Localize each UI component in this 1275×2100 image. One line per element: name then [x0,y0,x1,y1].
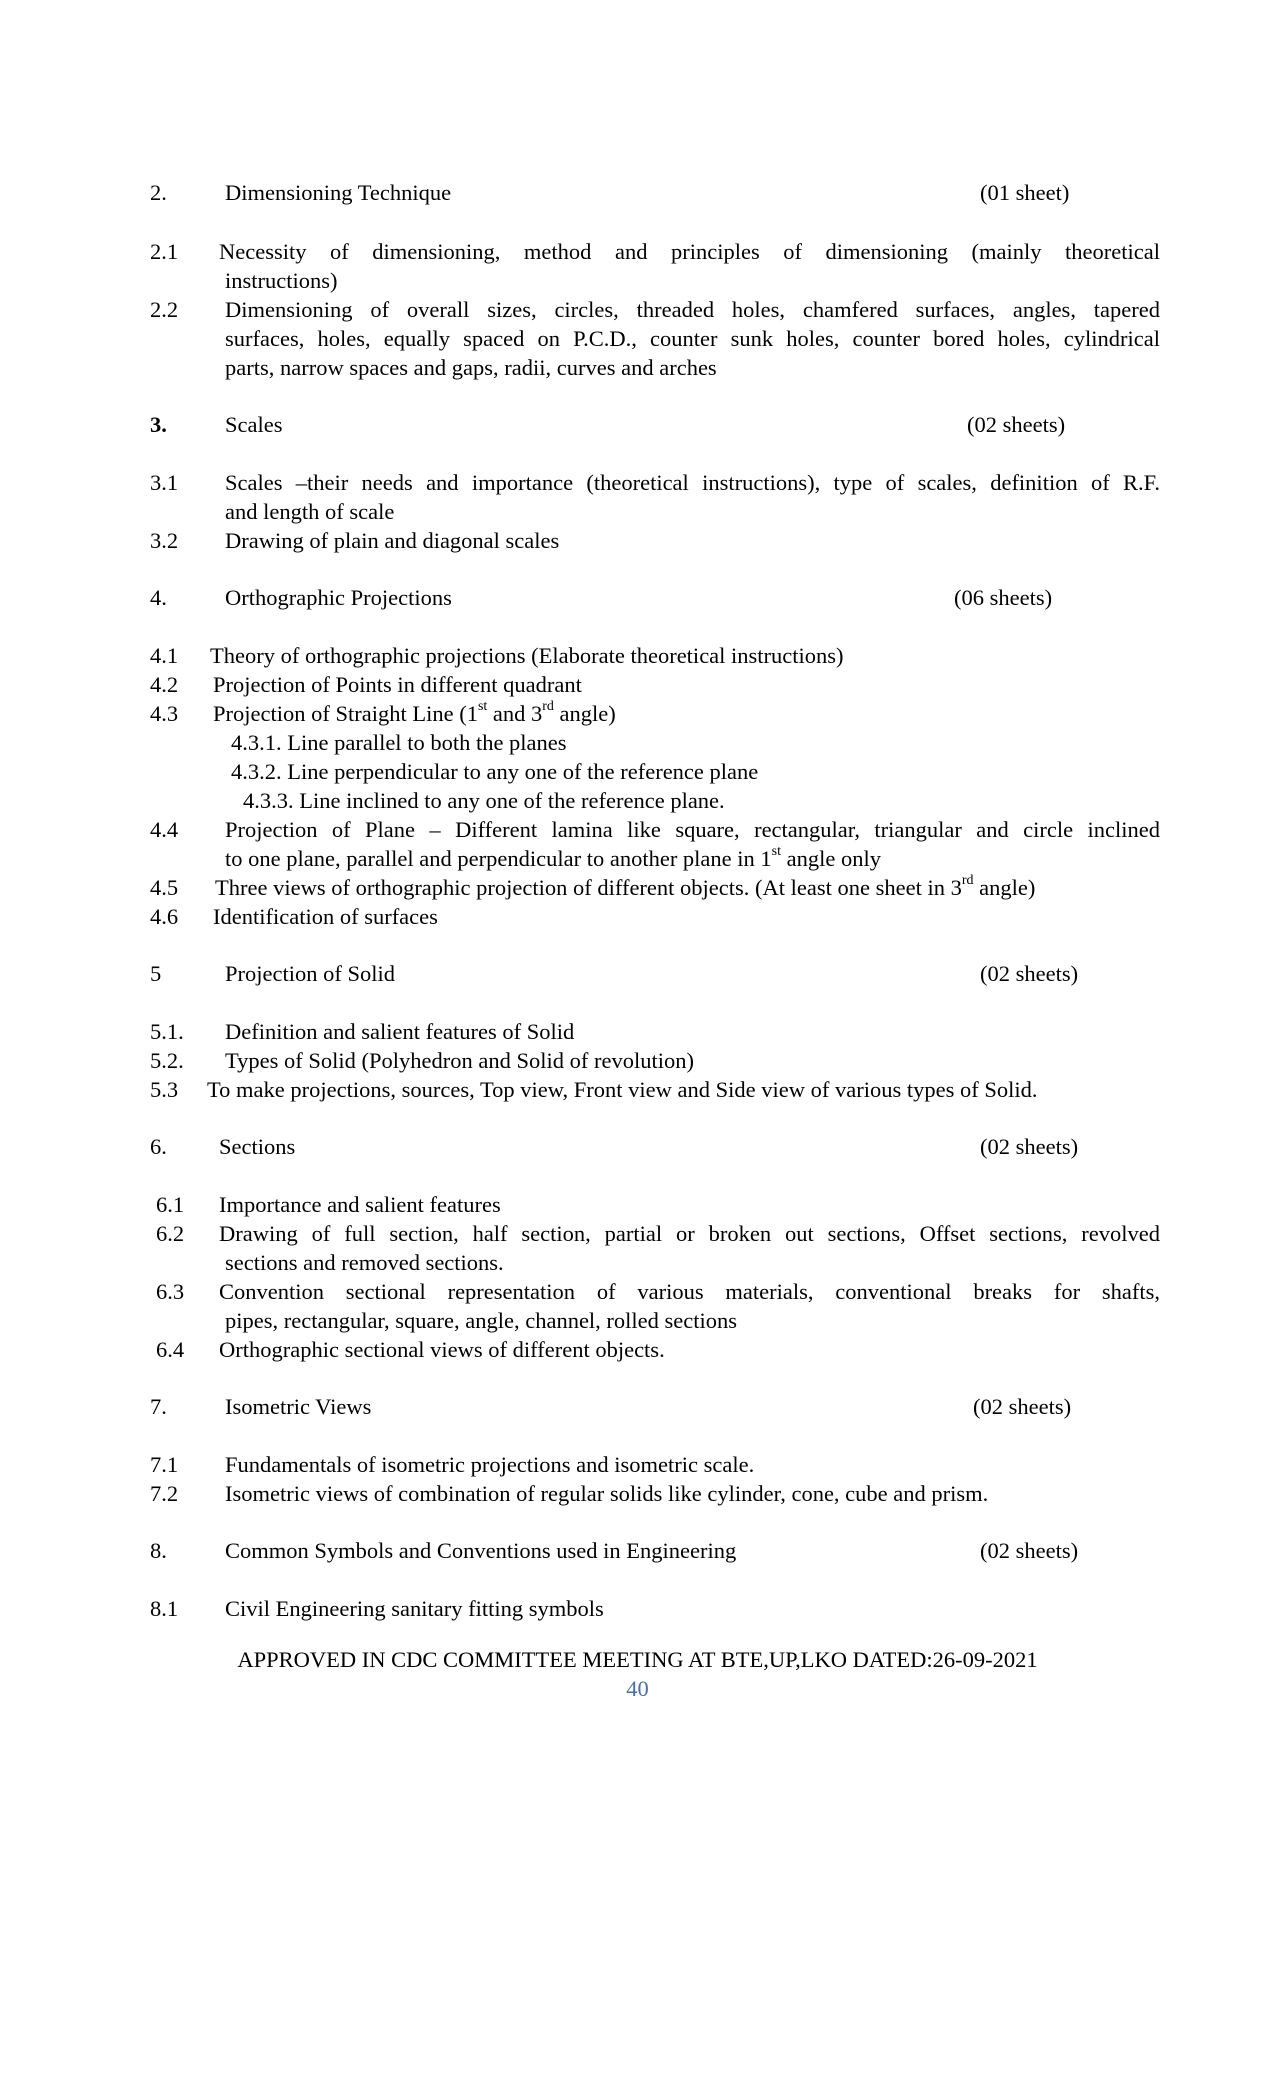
item-number: 7.2 [150,1481,179,1506]
section-title: Dimensioning Technique [225,180,452,205]
item-text-cont: to one plane, parallel and perpendicular to another plane in 1st angle only [225,844,881,871]
item-text: Isometric views of combination of regular solids like cylinder, cone, cube and prism. [225,1481,989,1506]
item-number: 2.2 [150,297,179,322]
item-number: 4.3 [150,701,179,726]
item-number: 4.1 [150,643,179,668]
approval-footer: APPROVED IN CDC COMMITTEE MEETING AT BTE,UP,LKO DATED:26-09-2021 [237,1647,1038,1672]
item-text: Types of Solid (Polyhedron and Solid of revolution) [225,1048,695,1073]
item-text: Civil Engineering sanitary fitting symbols [225,1596,604,1621]
section-sheets: (02 sheets) [980,1538,1079,1563]
item-text-cont: instructions) [225,268,338,293]
item-text: Fundamentals of isometric projections and isometric scale. [225,1452,755,1477]
item-text: Three views of orthographic projection of different objects. (At least one sheet in 3rd angle) [215,873,1036,900]
item-text: Drawing of full section, half section, partial or broken out sections, Offset sections, revolved [219,1221,1160,1246]
item-text: Definition and salient features of Solid [225,1019,575,1044]
item-number: 8.1 [150,1596,179,1621]
section-sheets: (06 sheets) [954,585,1053,610]
item-text: Importance and salient features [219,1192,501,1217]
item-text: Scales –their needs and importance (theoretical instructions), type of scales, definition of R.F. [225,470,1160,495]
item-text: Necessity of dimensioning, method and principles of dimensioning (mainly theoretical [219,239,1160,264]
item-number: 4.6 [150,904,179,929]
item-number: 5.3 [150,1077,179,1102]
item-text: Dimensioning of overall sizes, circles, threaded holes, chamfered surfaces, angles, tapered [225,297,1160,322]
section-number: 8. [150,1538,167,1563]
item-number: 5.1. [150,1019,184,1044]
item-text: Orthographic sectional views of different objects. [219,1337,665,1362]
item-number: 4.5 [150,875,179,900]
item-text: Projection of Plane – Different lamina like square, rectangular, triangular and circle inclined [225,817,1160,842]
item-text-cont: surfaces, holes, equally spaced on P.C.D., counter sunk holes, counter bored holes, cylindrical [225,326,1160,351]
item-text-cont: sections and removed sections. [225,1250,504,1275]
item-number: 7.1 [150,1452,179,1477]
section-number: 3. [150,412,167,437]
item-text: Projection of Straight Line (1st and 3rd angle) [213,699,616,726]
section-sheets: (02 sheets) [967,412,1066,437]
item-number: 3.2 [150,528,179,553]
section-number: 7. [150,1394,167,1419]
item-text: Identification of surfaces [213,904,438,929]
subitem-text: 4.3.2. Line perpendicular to any one of the reference plane [231,759,759,784]
item-text: To make projections, sources, Top view, Front view and Side view of various types of Solid. [207,1077,1038,1102]
page-number: 40 [626,1676,649,1701]
item-number: 6.2 [156,1221,185,1246]
section-title: Sections [219,1134,296,1159]
item-number: 6.1 [156,1192,185,1217]
subitem-text: 4.3.3. Line inclined to any one of the reference plane. [243,788,725,813]
section-number: 4. [150,585,167,610]
subitem-text: 4.3.1. Line parallel to both the planes [231,730,567,755]
section-sheets: (02 sheets) [980,961,1079,986]
section-title: Orthographic Projections [225,585,452,610]
section-title: Isometric Views [225,1394,372,1419]
item-text-cont: and length of scale [225,499,395,524]
section-number: 6. [150,1134,167,1159]
item-text: Theory of orthographic projections (Elaborate theoretical instructions) [210,643,844,668]
section-title: Projection of Solid [225,961,395,986]
item-number: 3.1 [150,470,179,495]
item-number: 4.2 [150,672,179,697]
item-number: 6.4 [156,1337,185,1362]
item-text: Projection of Points in different quadrant [213,672,582,697]
item-number: 4.4 [150,817,179,842]
item-number: 2.1 [150,239,179,264]
section-title: Scales [225,412,283,437]
section-sheets: (02 sheets) [973,1394,1072,1419]
item-text: Convention sectional representation of various materials, conventional breaks for shafts, [219,1279,1160,1304]
section-sheets: (01 sheet) [980,180,1070,205]
section-number: 2. [150,180,167,205]
section-sheets: (02 sheets) [980,1134,1079,1159]
item-number: 6.3 [156,1279,185,1304]
item-text: Drawing of plain and diagonal scales [225,528,560,553]
item-text-cont: parts, narrow spaces and gaps, radii, curves and arches [225,355,717,380]
section-number: 5 [150,961,162,986]
section-title: Common Symbols and Conventions used in Engineering [225,1538,737,1563]
item-text-cont: pipes, rectangular, square, angle, channel, rolled sections [225,1308,738,1333]
item-number: 5.2. [150,1048,184,1073]
